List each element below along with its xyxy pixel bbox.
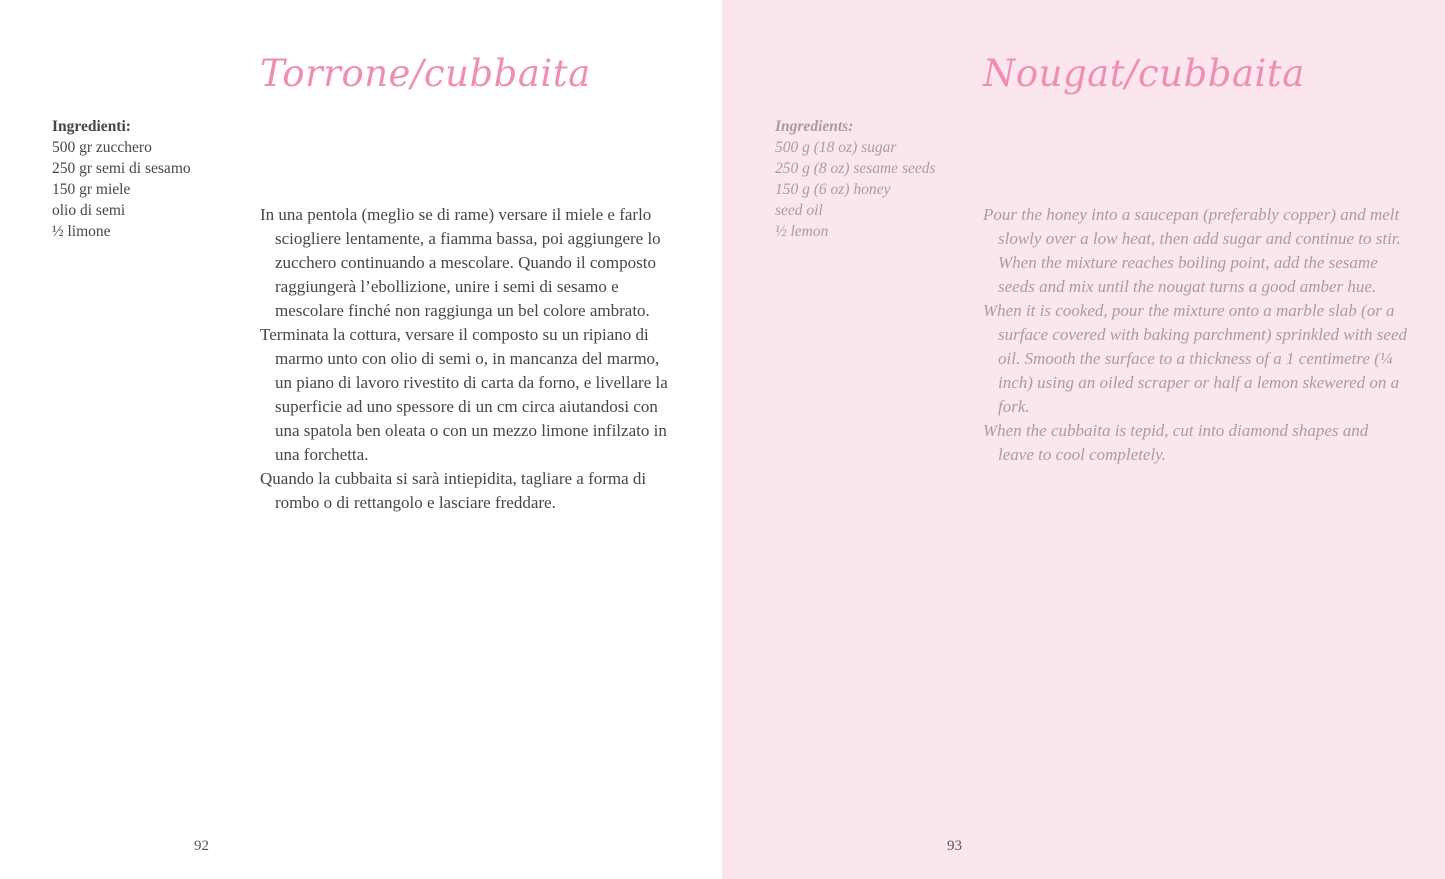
method-paragraph: When it is cooked, pour the mixture onto a marble slab (or a surface covered with baking parchment) sprinkled with seed oil. Smooth the surface to a thickness of a 1 centimetre (¼ inch) using an oiled scraper or half a lemon skewered on a fork.	[983, 301, 1408, 416]
method-paragraph: When the cubbaita is tepid, cut into diamond shapes and leave to cool completely.	[983, 421, 1369, 464]
ingredient-item: 250 gr semi di sesamo	[52, 160, 191, 177]
method-italian	[260, 203, 680, 515]
ingredients-heading: Ingredienti:	[52, 118, 131, 135]
ingredients-heading: Ingredients:	[775, 118, 854, 135]
ingredient-item: 500 gr zucchero	[52, 139, 152, 156]
page-number-right: 93	[947, 838, 962, 854]
ingredient-item: ½ limone	[52, 223, 111, 240]
ingredient-item: 150 gr miele	[52, 181, 131, 198]
method-paragraph: In una pentola (meglio se di rame) versare il miele e farlo sciogliere lentamente, a fiamma bassa, poi aggiungere lo zucchero continuando a mescolare. Quando il composto raggiungerà l’ebollizione, unire i semi di sesamo e mescolare finché non raggiunga un bel colore ambrato.	[260, 205, 661, 320]
ingredients-list-english	[775, 116, 975, 242]
left-page	[0, 0, 722, 879]
recipe-title-english: Nougat/cubbaita	[983, 52, 1305, 95]
right-page	[722, 0, 1445, 879]
method-english	[983, 203, 1408, 467]
ingredient-item: olio di semi	[52, 202, 126, 219]
ingredient-item: 150 g (6 oz) honey	[775, 181, 891, 198]
ingredient-item: ½ lemon	[775, 223, 829, 240]
recipe-title-italian: Torrone/cubbaita	[260, 52, 591, 95]
method-paragraph: Pour the honey into a saucepan (preferably copper) and melt slowly over a low heat, then add sugar and continue to stir. When the mixture reaches boiling point, add the sesame seeds and mix until the nougat turns a good amber hue.	[983, 205, 1401, 296]
method-paragraph: Terminata la cottura, versare il composto su un ripiano di marmo unto con olio di semi o, in mancanza del marmo, un piano di lavoro rivestito di carta da forno, e livellare la superficie ad uno spessore di un cm circa aiutandosi con una spatola ben oleata o con un mezzo limone infilzato in una forchetta.	[260, 325, 668, 464]
ingredients-list-italian	[52, 116, 252, 242]
ingredient-item: seed oil	[775, 202, 823, 219]
method-paragraph: Quando la cubbaita si sarà intiepidita, tagliare a forma di rombo o di rettangolo e lasciare freddare.	[260, 469, 647, 512]
page-number-left: 92	[194, 838, 209, 854]
ingredient-item: 250 g (8 oz) sesame seeds	[775, 160, 936, 177]
ingredient-item: 500 g (18 oz) sugar	[775, 139, 897, 156]
